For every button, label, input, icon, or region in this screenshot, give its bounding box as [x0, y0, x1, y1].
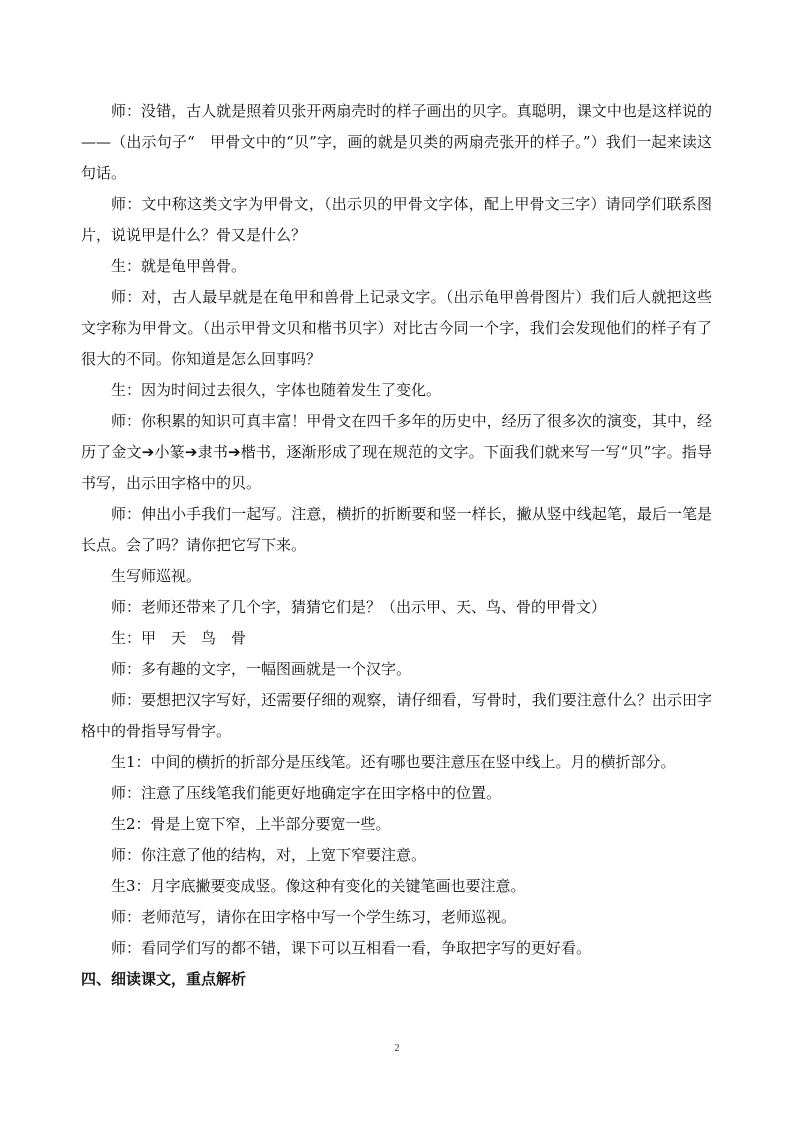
- paragraph: 师：老师范写，请你在田字格中写一个学生练习，老师巡视。: [111, 908, 517, 926]
- paragraph: 师：你注意了他的结构，对，上宽下窄要注意。: [111, 846, 427, 864]
- page-body: [81, 96, 712, 995]
- paragraph: 师：没错，古人就是照着贝张开两扇壳时的样子画出的贝字。真聪明，课文中也是这样说的——（出示句子“ 甲骨文中的“贝”字，画的就是贝类的两扇壳张开的样子。”）我们一起来读这句话。: [81, 102, 712, 182]
- section-heading: 四、细读课文，重点解析: [81, 970, 247, 988]
- paragraph: 师：看同学们写的都不错，课下可以互相看一看，争取把字写的更好看。: [111, 939, 592, 957]
- paragraph: 生1：中间的横折的折部分是压线笔。还有哪也要注意压在竖中线上。月的横折部分。: [111, 753, 676, 771]
- paragraph: 生：就是龟甲兽骨。: [111, 257, 247, 275]
- paragraph: 生：因为时间过去很久，字体也随着发生了变化。: [111, 381, 442, 399]
- paragraph: 师：注意了压线笔我们能更好地确定字在田字格中的位置。: [111, 784, 502, 802]
- paragraph: 生3：月字底撇要变成竖。像这种有变化的关键笔画也要注意。: [111, 877, 526, 895]
- paragraph: 师：伸出小手我们一起写。注意，横折的折断要和竖一样长，撇从竖中线起笔，最后一笔是长点。会了吗？请你把它写下来。: [81, 505, 712, 554]
- paragraph: 生：甲 天 鸟 骨: [111, 629, 247, 647]
- paragraph: 师：对，古人最早就是在龟甲和兽骨上记录文字。（出示龟甲兽骨图片）我们后人就把这些文字称为甲骨文。（出示甲骨文贝和楷书贝字）对比古今同一个字，我们会发现他们的样子有了很大的不同。你知道是怎么回事吗？: [81, 288, 712, 368]
- paragraph: 师：老师还带来了几个字，猜猜它们是？（出示甲、天、鸟、骨的甲骨文）: [111, 598, 607, 616]
- page-number: 2: [394, 1043, 400, 1054]
- paragraph: 师：要想把汉字写好，还需要仔细的观察，请仔细看，写骨时，我们要注意什么？出示田字格中的骨指导写骨字。: [81, 691, 712, 740]
- paragraph: 生写师巡视。: [111, 567, 202, 585]
- paragraph: 师：文中称这类文字为甲骨文，（出示贝的甲骨文字体，配上甲骨文三字）请同学们联系图片，说说甲是什么？骨又是什么？: [81, 195, 712, 244]
- paragraph: 师：多有趣的文字，一幅图画就是一个汉字。: [111, 660, 412, 678]
- paragraph: 生2：骨是上宽下窄，上半部分要宽一些。: [111, 815, 391, 833]
- paragraph: 师：你积累的知识可真丰富！甲骨文在四千多年的历史中，经历了很多次的演变，其中，经历了金文➔小篆➔隶书➔楷书，逐渐形成了现在规范的文字。下面我们就来写一写“贝”字。指导书写，出示田字格中的贝。: [81, 412, 712, 492]
